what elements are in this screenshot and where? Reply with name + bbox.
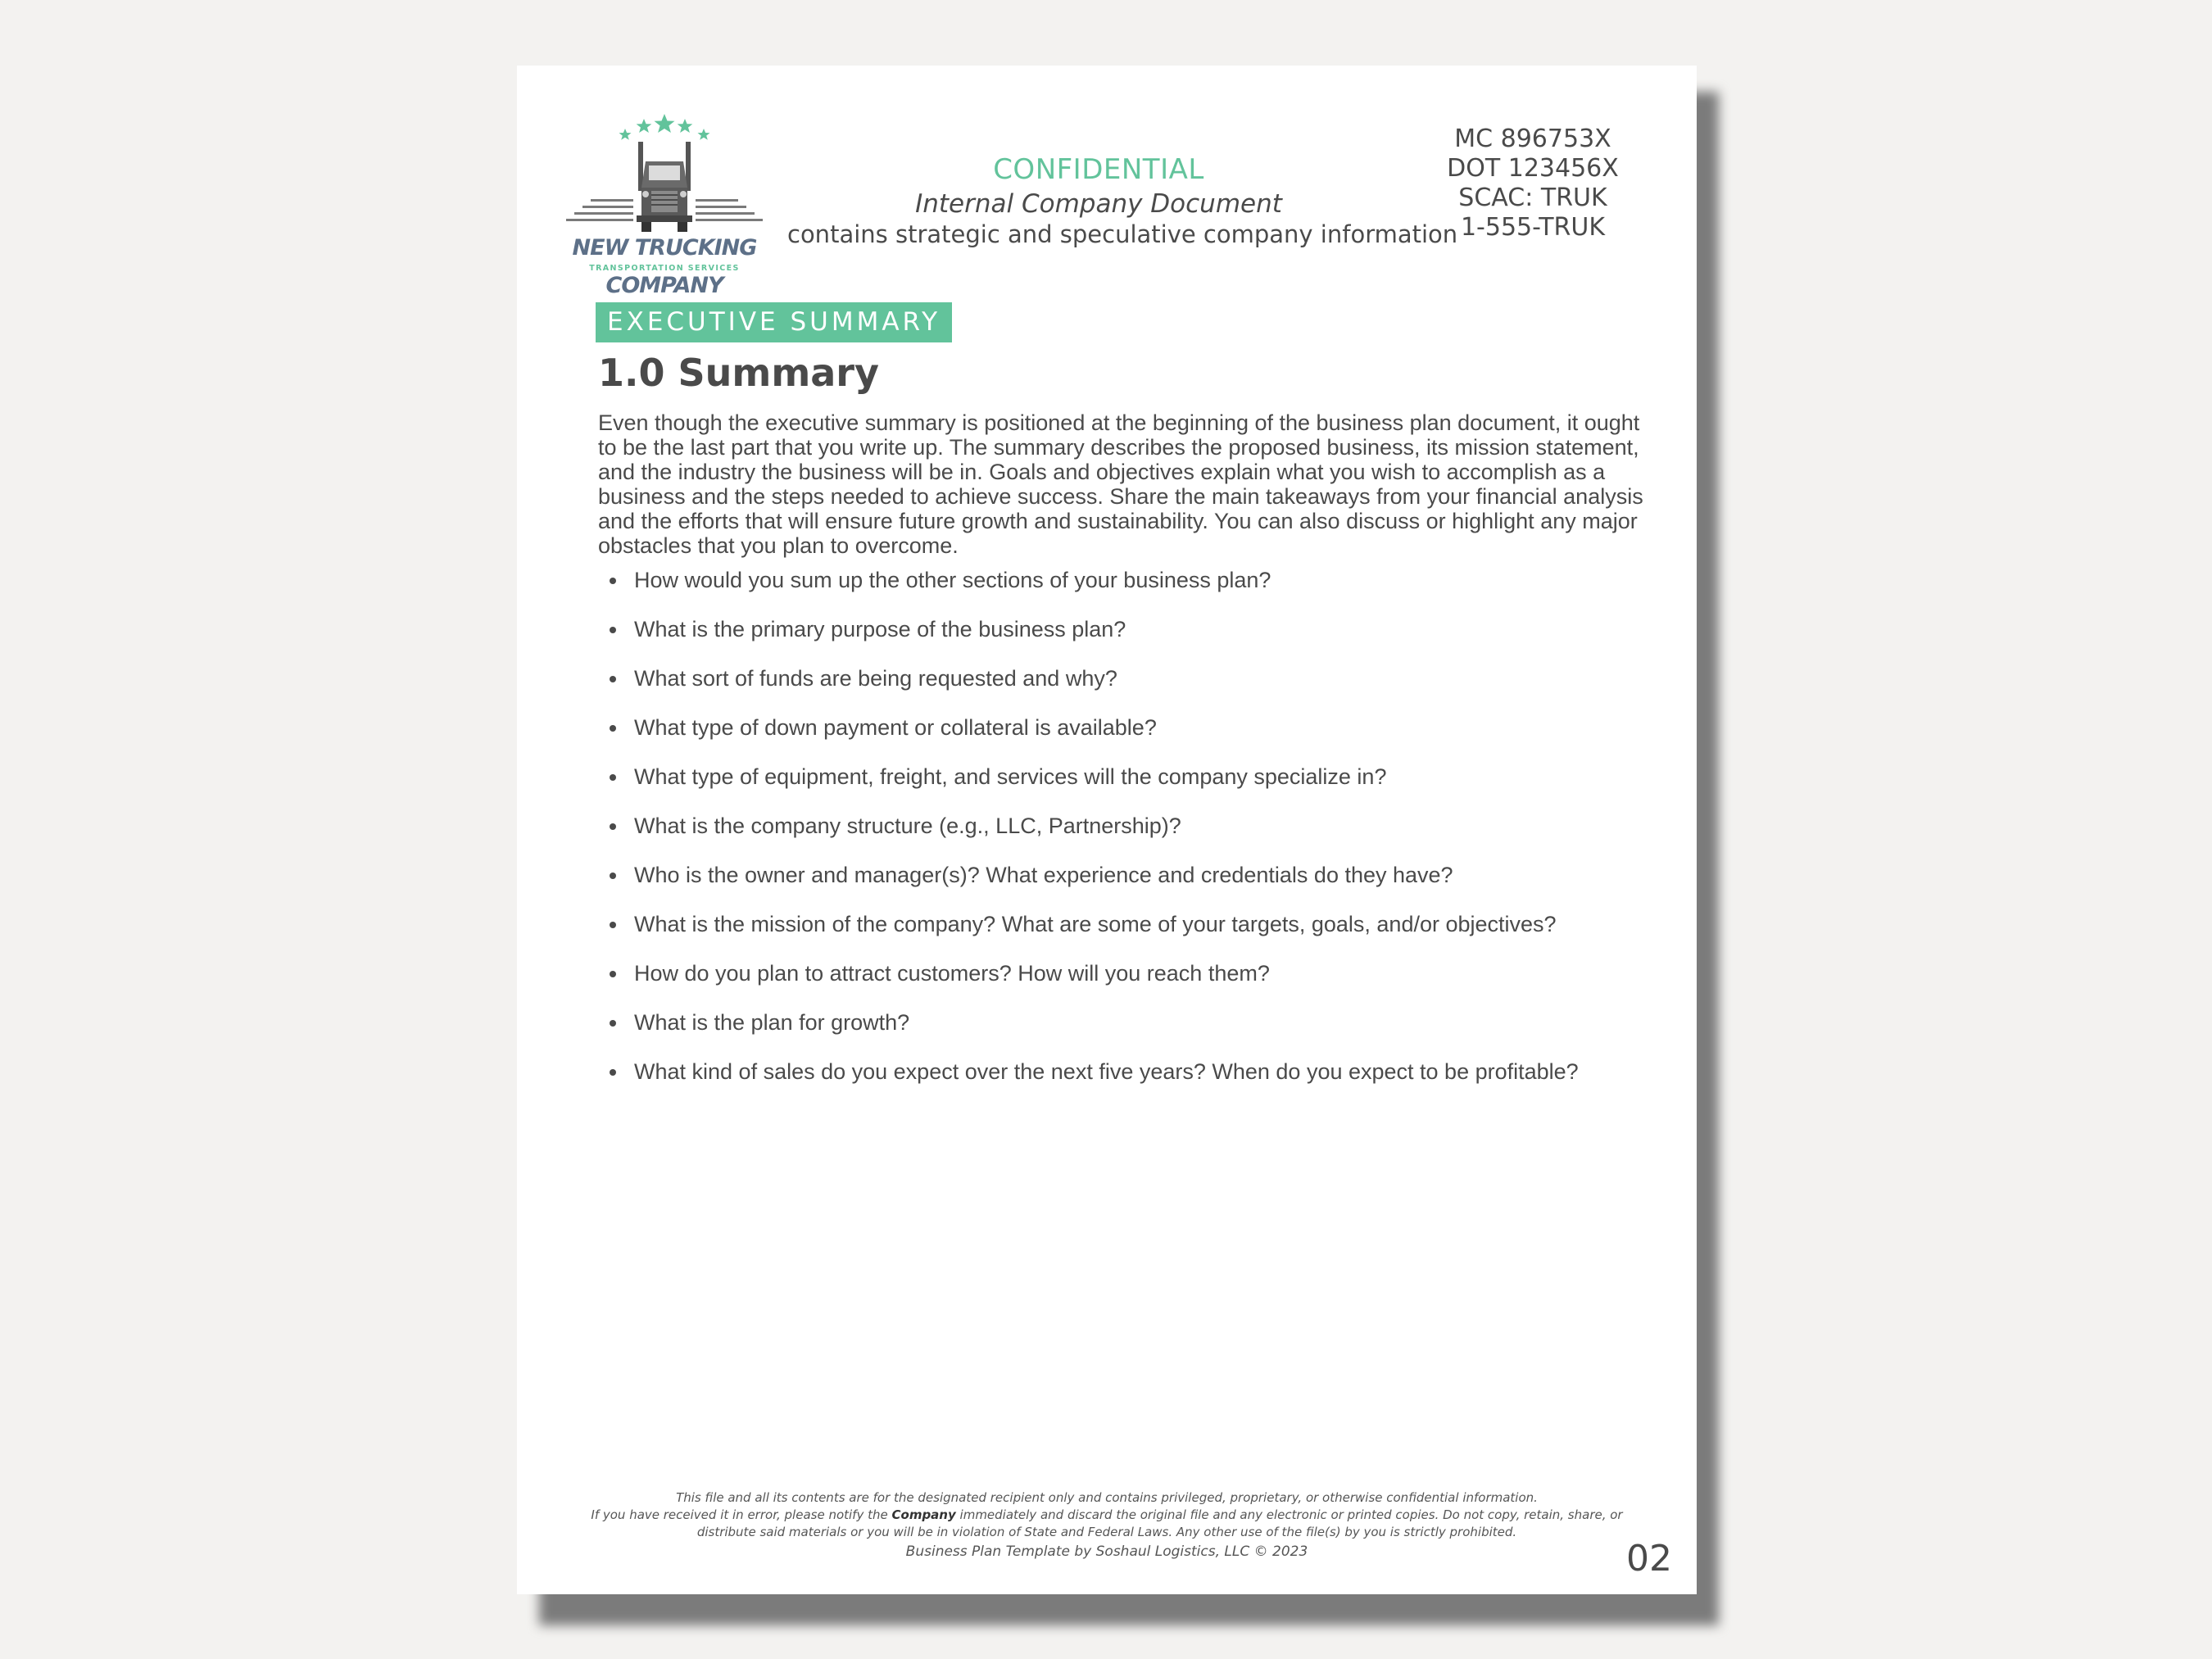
list-item — [598, 564, 1655, 613]
footer-line1: This file and all its contents are for the designated recipient only and contains privileged, proprietary, or otherwise confidential information. — [676, 1490, 1538, 1505]
list-item — [598, 908, 1655, 957]
list-item — [598, 957, 1655, 1006]
list-item — [598, 711, 1655, 760]
document-page — [517, 66, 1697, 1594]
logo-text-line1: NEW TRUCKING — [572, 235, 757, 261]
bullet-icon — [610, 823, 616, 830]
list-item-text: What type of equipment, freight, and services will the company specialize in? — [634, 764, 1387, 789]
list-item-text: What sort of funds are being requested and why? — [634, 666, 1117, 691]
list-item — [598, 662, 1655, 711]
bullet-icon — [610, 1020, 616, 1027]
section-heading: 1.0 Summary — [598, 351, 879, 395]
footer-credit: Business Plan Template by Soshaul Logistics, LLC © 2023 — [905, 1543, 1308, 1560]
list-item — [598, 859, 1655, 908]
list-item-text: How would you sum up the other sections of your business plan? — [634, 568, 1271, 592]
truck-logo-icon — [566, 102, 763, 246]
section-banner: EXECUTIVE SUMMARY — [596, 302, 952, 342]
confidentiality-footer — [566, 1489, 1648, 1563]
bullet-icon — [610, 1069, 616, 1076]
list-item-text: What kind of sales do you expect over the next five years? When do you expect to be profitable? — [634, 1059, 1579, 1084]
bullet-icon — [610, 774, 616, 781]
list-item — [598, 809, 1655, 859]
bullet-icon — [610, 922, 616, 928]
question-list — [598, 564, 1655, 1104]
bullet-icon — [610, 578, 616, 584]
list-item-text: Who is the owner and manager(s)? What experience and credentials do they have? — [634, 863, 1453, 887]
footer-line2-pre: If you have received it in error, please notify the — [591, 1507, 892, 1522]
bullet-icon — [610, 627, 616, 633]
list-item — [598, 613, 1655, 662]
bullet-icon — [610, 971, 616, 977]
list-item — [598, 1055, 1655, 1104]
footer-company-bold: Company — [891, 1507, 956, 1522]
dot-number: DOT 123456X — [1447, 154, 1619, 183]
list-item-text: What is the company structure (e.g., LLC, Partnership)? — [634, 814, 1181, 838]
list-item-text: How do you plan to attract customers? How will you reach them? — [634, 961, 1270, 986]
confidential-header — [787, 152, 1458, 248]
bullet-icon — [610, 676, 616, 682]
footer-line2 — [566, 1507, 1648, 1541]
page-number: 02 — [1626, 1538, 1672, 1580]
document-description: contains strategic and speculative company information — [787, 220, 1458, 248]
footer-line2-post: immediately and discard the original file and any electronic or printed copies. Do not copy, retain, share, or distribute said materials or you will be in violation of State and Federal Laws. Any other use of the file(s) by you is strictly prohibited. — [696, 1507, 1623, 1539]
logo-text-line3: COMPANY — [605, 273, 723, 298]
list-item — [598, 1006, 1655, 1055]
intro-paragraph: Even though the executive summary is positioned at the beginning of the business plan document, it ought to be the last part that you write up. The summary describes the proposed business, its mission statement, and the industry the business will be in. Goals and objectives explain what you wish to accomplish as a business and the steps needed to achieve success. Share the main takeaways from your financial analysis and the efforts that will ensure future growth and sustainability. You can also discuss or highlight any major obstacles that you plan to overcome. — [598, 410, 1643, 558]
phone-number: 1-555-TRUK — [1460, 213, 1606, 242]
list-item-text: What type of down payment or collateral is available? — [634, 715, 1157, 740]
scac-code: SCAC: TRUK — [1458, 184, 1607, 212]
carrier-info — [1410, 125, 1656, 243]
list-item-text: What is the primary purpose of the business plan? — [634, 617, 1126, 641]
bullet-icon — [610, 873, 616, 879]
document-subtitle: Internal Company Document — [915, 189, 1282, 219]
bullet-icon — [610, 725, 616, 732]
list-item — [598, 760, 1655, 809]
logo-text-line2: TRANSPORTATION SERVICES — [589, 264, 740, 273]
list-item-text: What is the mission of the company? What are some of your targets, goals, and/or objectives? — [634, 912, 1557, 936]
confidential-label: CONFIDENTIAL — [993, 153, 1204, 186]
list-item-text: What is the plan for growth? — [634, 1010, 910, 1035]
mc-number: MC 896753X — [1454, 125, 1611, 153]
company-logo — [566, 102, 763, 328]
